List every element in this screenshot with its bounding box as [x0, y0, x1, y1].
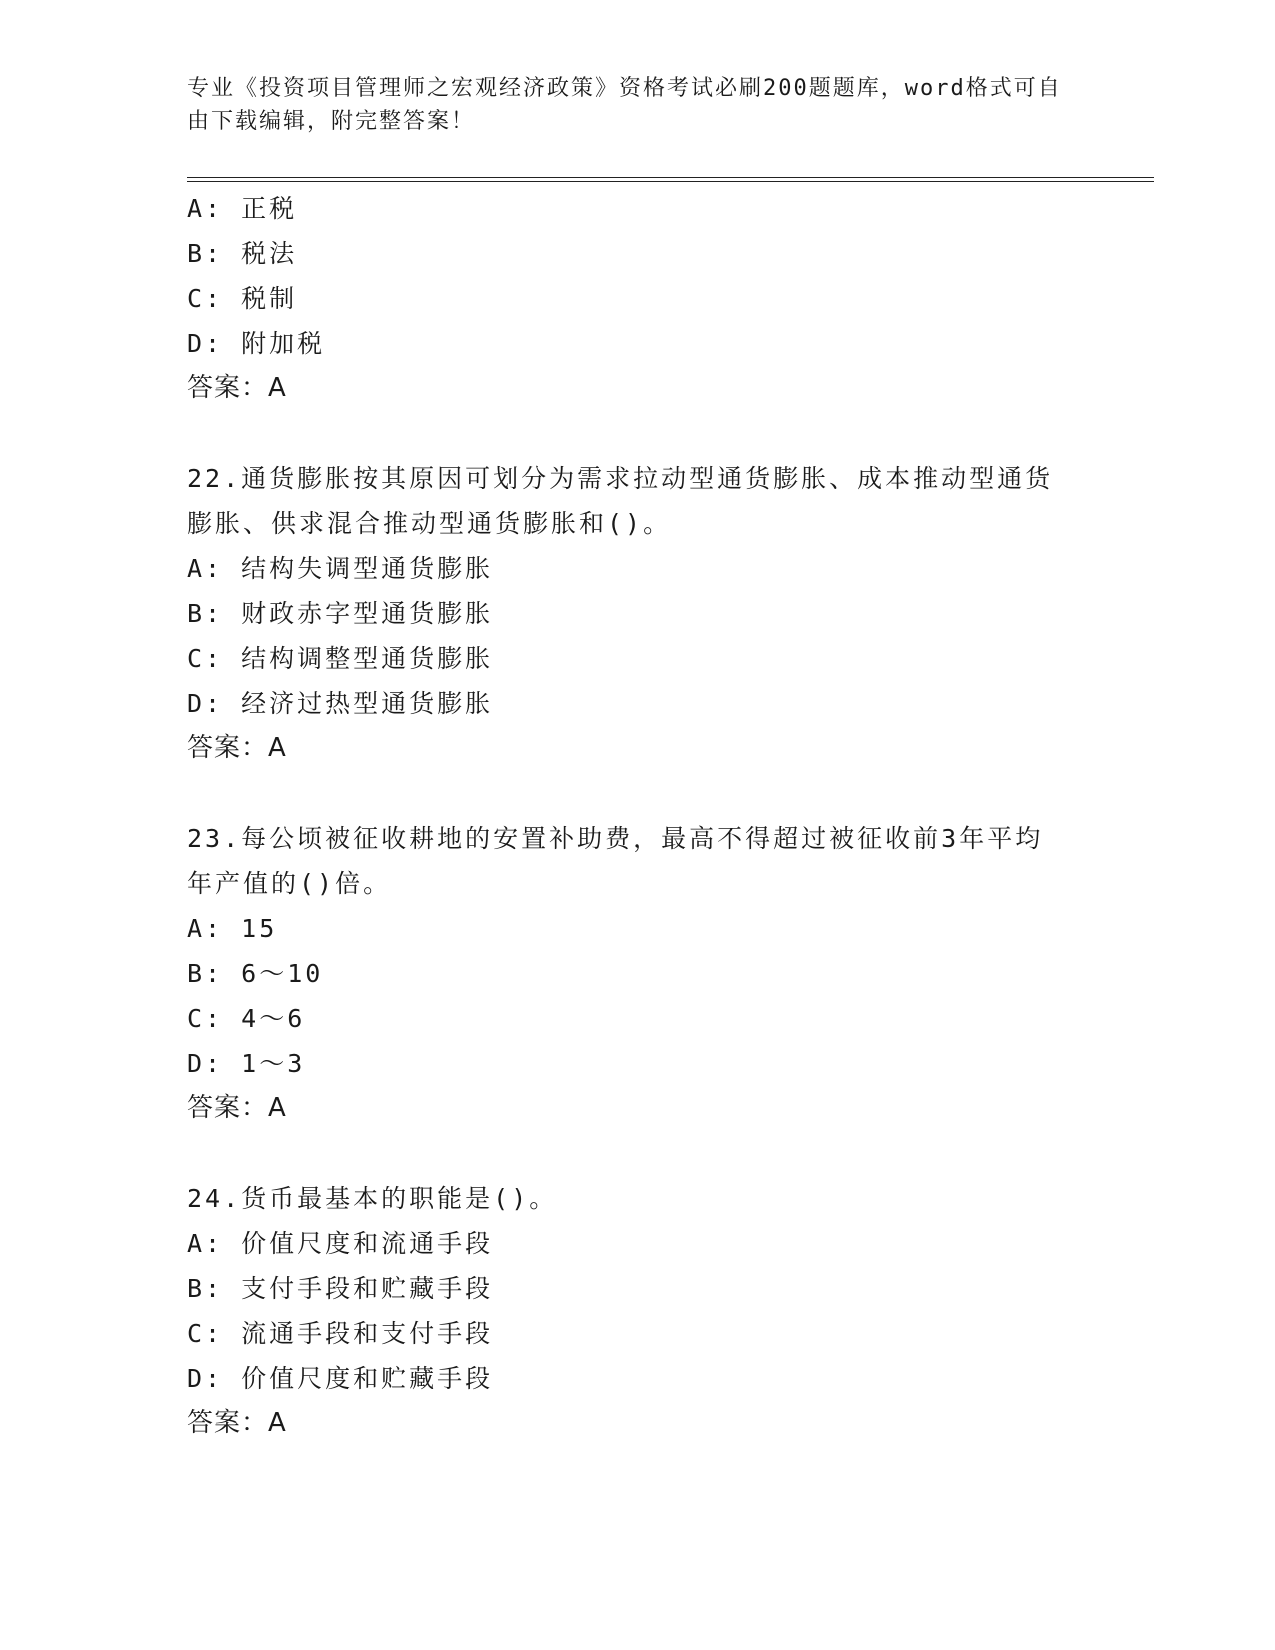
document-header: 专业《投资项目管理师之宏观经济政策》资格考试必刷200题题库，word格式可自由下载编辑，附完整答案！ [187, 76, 1062, 134]
option-c: C: 流通手段和支付手段 [187, 1319, 494, 1348]
answer-line: 答案：A [187, 1408, 287, 1438]
answer-line: 答案：A [187, 733, 287, 763]
question-23 [187, 816, 1087, 1131]
option-b: B: 6～10 [187, 959, 324, 988]
option-a: A: 15 [187, 914, 278, 943]
question-21-partial [187, 186, 1087, 411]
question-stem: 24.货币最基本的职能是()。 [187, 1184, 558, 1213]
header-divider [187, 177, 1154, 182]
question-stem: 22.通货膨胀按其原因可划分为需求拉动型通货膨胀、成本推动型通货膨胀、供求混合推动型通货膨胀和()。 [187, 464, 1054, 538]
option-d: D: 经济过热型通货膨胀 [187, 689, 494, 718]
question-list [187, 186, 1087, 1446]
option-b: B: 财政赤字型通货膨胀 [187, 599, 494, 628]
option-b: B: 税法 [187, 239, 298, 268]
option-c: C: 税制 [187, 284, 298, 313]
option-c: C: 结构调整型通货膨胀 [187, 644, 494, 673]
option-a: A: 正税 [187, 194, 298, 223]
question-stem: 23.每公顷被征收耕地的安置补助费，最高不得超过被征收前3年平均年产值的()倍。 [187, 824, 1044, 898]
option-a: A: 价值尺度和流通手段 [187, 1229, 494, 1258]
option-d: D: 价值尺度和贮藏手段 [187, 1364, 494, 1393]
answer-line: 答案：A [187, 373, 287, 403]
question-22 [187, 456, 1087, 771]
option-d: D: 附加税 [187, 329, 326, 358]
option-b: B: 支付手段和贮藏手段 [187, 1274, 494, 1303]
option-a: A: 结构失调型通货膨胀 [187, 554, 494, 583]
option-c: C: 4～6 [187, 1004, 306, 1033]
question-24 [187, 1176, 1087, 1446]
option-d: D: 1～3 [187, 1049, 306, 1078]
answer-line: 答案：A [187, 1093, 287, 1123]
